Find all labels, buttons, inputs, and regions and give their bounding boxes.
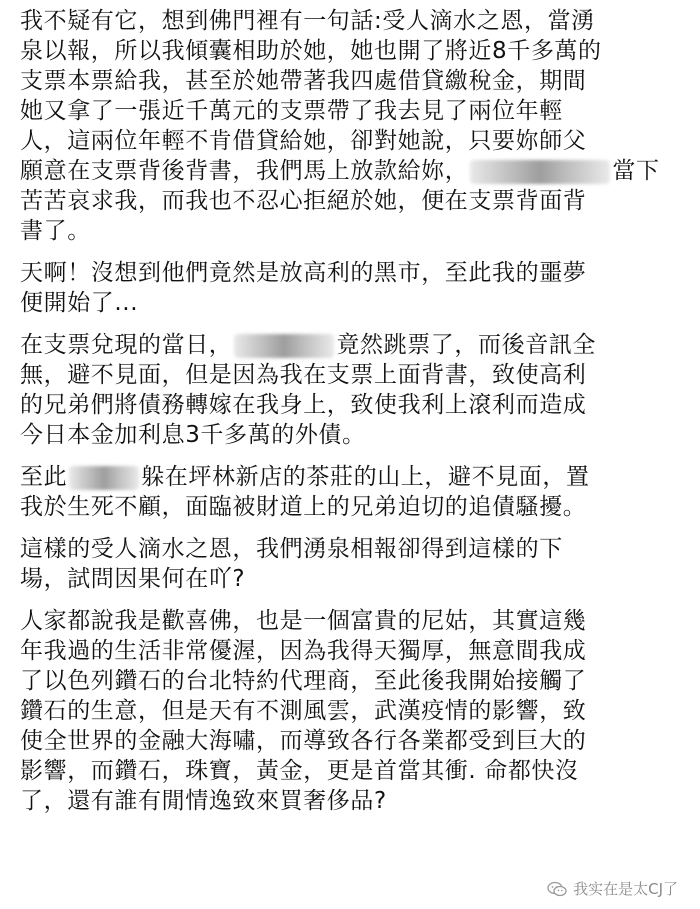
text-line: 人，這兩位年輕不肯借貸給她，卻對她說，只要妳師父 <box>20 128 587 154</box>
text-line: 泉以報，所以我傾囊相助於她，她也開了將近8千多萬的 <box>20 38 602 64</box>
text-segment: 在支票兌現的當日， <box>20 332 233 358</box>
text-line: 她又拿了一張近千萬元的支票帶了我去見了兩位年輕 <box>20 98 563 124</box>
text-line: 我於生死不顧，面臨被財道上的兄弟迫切的追債騷擾。 <box>20 494 587 520</box>
text-line: 無，避不見面，但是因為我在支票上面背書，致使高利 <box>20 362 587 388</box>
text-line: 了以色列鑽石的台北特約代理商，至此後我開始接觸了 <box>20 668 587 694</box>
text-line: 的兄弟們將債務轉嫁在我身上，致使我利上滾利而造成 <box>20 392 587 418</box>
text-line: 人家都說我是歡喜佛，也是一個富貴的尼姑，其實這幾 <box>20 608 587 634</box>
text-line: 使全世界的金融大海嘯，而導致各行各業都受到巨大的 <box>20 728 587 754</box>
text-line: 天啊！沒想到他們竟然是放高利的黑市，至此我的噩夢 <box>20 260 587 286</box>
text-line: 場，試問因果何在吖? <box>20 566 246 592</box>
text-line: 鑽石的生意，但是天有不測風雲，武漢疫情的影響，致 <box>20 698 587 724</box>
text-line: 我不疑有它，想到佛門裡有一句話:受人滴水之恩，當湧 <box>20 8 595 34</box>
text-segment: 竟然跳票了，而後音訊全 <box>336 332 597 358</box>
watermark-text: 我实在是太CJ了 <box>573 880 678 898</box>
text-segment: 躲在坪林新店的茶莊的山上，避不見面，置 <box>141 464 590 490</box>
watermark <box>547 878 678 899</box>
text-line: 便開始了... <box>20 290 139 316</box>
paragraph-3 <box>20 330 688 450</box>
text-line: 今日本金加利息3千多萬的外債。 <box>20 422 366 448</box>
wechat-icon <box>547 881 567 897</box>
post-text <box>20 6 688 828</box>
text-line: 了，還有誰有閒情逸致來買奢侈品? <box>20 788 387 814</box>
text-line: 苦苦哀求我，而我也不忍心拒絕於她，便在支票背面背 <box>20 188 587 214</box>
text-segment: 願意在支票背後背書，我們馬上放款給妳， <box>20 158 469 184</box>
paragraph-1 <box>20 6 688 246</box>
paragraph-5 <box>20 534 688 594</box>
redacted-name <box>69 466 139 490</box>
text-line: 年我過的生活非常優渥，因為我得天獨厚，無意間我成 <box>20 638 587 664</box>
text-segment: 當下 <box>612 158 660 184</box>
text-line: 書了。 <box>20 218 91 244</box>
text-line: 支票本票給我，甚至於她帶著我四處借貸繳稅金，期間 <box>20 68 587 94</box>
text-line: 影響，而鑽石，珠寶，黃金，更是首當其衝. 命都快沒 <box>20 758 579 784</box>
paragraph-4 <box>20 462 688 522</box>
text-line <box>20 156 688 186</box>
text-segment: 至此 <box>20 464 68 490</box>
redacted-name <box>470 160 610 184</box>
paragraph-2 <box>20 258 688 318</box>
text-line: 這樣的受人滴水之恩，我們湧泉相報卻得到這樣的下 <box>20 536 563 562</box>
text-line <box>20 330 688 360</box>
text-line <box>20 462 688 492</box>
paragraph-6 <box>20 606 688 816</box>
redacted-name <box>234 334 334 358</box>
